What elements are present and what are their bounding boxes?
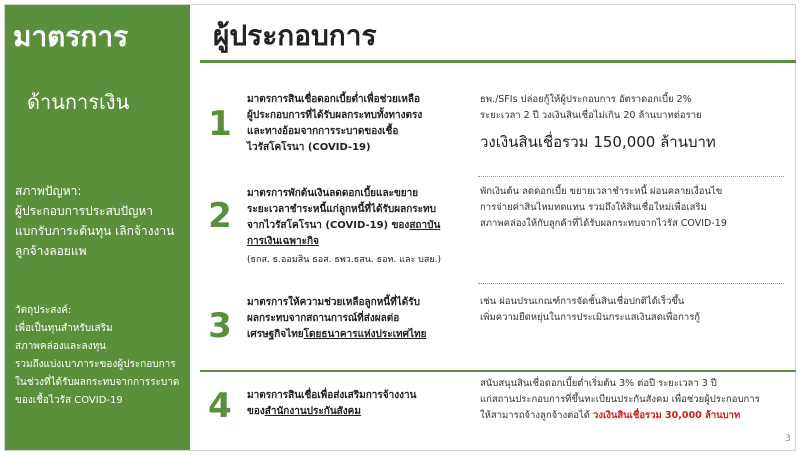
objective-line: ในช่วงที่ได้รับผลกระทบจากการระบาด xyxy=(15,377,180,388)
measure-4-line-text: ของ xyxy=(247,406,265,417)
measure-4-detail-line: สนับสนุนสินเชื่อดอกเบี้ยต่ำเริ่มต้น 3% ต่อปี ระยะเวลา 3 ปี xyxy=(480,378,717,389)
measure-3-line-text: เศรษฐกิจไทย xyxy=(247,329,304,340)
objective-line: สภาพคล่องและลงทุน xyxy=(15,341,106,352)
measure-1-detail xyxy=(480,92,780,150)
left-panel-title: มาตรการ xyxy=(13,20,129,53)
measure-2-line xyxy=(247,218,462,234)
problem-statement xyxy=(15,181,191,261)
measure-1-detail-line: ระยะเวลา 2 ปี วงเงินสินเชื่อไม่เกิน 20 ล้านบาทต่อราย xyxy=(480,110,702,121)
section-divider xyxy=(200,370,796,372)
measure-3-line: มาตรการให้ความช่วยเหลือลูกหนี้ที่ได้รับ xyxy=(247,297,420,308)
measure-number-3: 3 xyxy=(208,306,232,346)
measure-4-agency-link: สำนักงานประกันสังคม xyxy=(264,406,361,417)
objective-line: เพื่อเป็นทุนสำหรับเสริม xyxy=(15,323,113,334)
measure-3-line xyxy=(247,327,462,343)
measure-2-note: (ธกส. ธ.ออมสิน ธอส. ธพว.ธสน. ธอท. และ บสย.) xyxy=(247,255,442,265)
measure-2-line: มาตรการพักต้นเงินลดดอกเบี้ยและขยาย xyxy=(247,188,419,199)
problem-line: ลูกจ้างลอยแพ xyxy=(15,244,87,258)
page-number: 3 xyxy=(785,434,791,444)
measure-4-line xyxy=(247,404,462,420)
measure-number-2: 2 xyxy=(208,196,232,236)
problem-line: แบกรับภาระต้นทุน เลิกจ้างงาน xyxy=(15,224,175,238)
measure-1-total: วงเงินสินเชื่อรวม 150,000 ล้านบาท xyxy=(480,133,716,151)
measure-1-title xyxy=(247,92,462,156)
objective-statement xyxy=(15,302,193,410)
measure-4-detail-line: แก่สถานประกอบการที่ขึ้นทะเบียนประกันสังคม เพื่อช่วยผู้ประกอบการ xyxy=(480,394,760,405)
measure-2-line-text: จากไวรัสโคโรนา (COVID-19) ของ xyxy=(247,220,410,231)
title-underline xyxy=(200,60,796,63)
measure-3-detail-line: เช่น ผ่อนปรนเกณฑ์การจัดชั้นสินเชื่อปกติได้เร็วขึ้น xyxy=(480,296,685,307)
separator xyxy=(478,176,784,177)
objective-heading: วัตถุประสงค์: xyxy=(15,305,72,316)
measure-3-agency-link: โดยธนาคารแห่งประเทศไทย xyxy=(303,329,427,340)
measure-4-detail-text: ให้สามารถจ้างลูกจ้างต่อได้ xyxy=(480,410,593,421)
measure-3-detail xyxy=(480,294,780,326)
measure-4-detail-line xyxy=(480,408,780,424)
left-panel-subtitle: ด้านการเงิน xyxy=(27,90,130,114)
page-title: ผู้ประกอบการ xyxy=(213,19,377,52)
measure-4-credit-total: วงเงินสินเชื่อรวม 30,000 ล้านบาท xyxy=(592,410,741,421)
measure-4-title xyxy=(247,388,462,420)
measure-2-line: ระยะเวลาชำระหนี้แก่ลูกหนี้ที่ได้รับผลกระทบ xyxy=(247,204,436,215)
problem-heading: สภาพปัญหา: xyxy=(15,184,82,198)
measure-2-agency-link: สถาบัน xyxy=(409,220,441,231)
measure-3-line: ผลกระทบจากสถานการณ์ที่ส่งผลต่อ xyxy=(247,313,400,324)
measure-1-line: ไวรัสโคโรนา (COVID-19) xyxy=(247,142,371,153)
separator xyxy=(478,283,784,284)
measure-number-4: 4 xyxy=(208,386,232,426)
measure-1-line: ผู้ประกอบการที่ได้รับผลกระทบทั้งทางตรง xyxy=(247,110,423,121)
measure-4-detail xyxy=(480,376,780,424)
objective-line: รวมถึงแบ่งเบาภาระของผู้ประกอบการ xyxy=(15,359,176,370)
measure-1-detail-line: ธพ./SFIs ปล่อยกู้ให้ผู้ประกอบการ อัตราดอกเบี้ย 2% xyxy=(480,94,692,105)
measure-2-detail xyxy=(480,184,780,232)
problem-line: ผู้ประกอบการประสบปัญหา xyxy=(15,204,154,218)
left-panel xyxy=(5,5,190,450)
measure-2-agency-link: การเงินเฉพาะกิจ xyxy=(247,236,319,247)
measure-2-title xyxy=(247,186,462,268)
measure-2-detail-line: พักเงินต้น ลดดอกเบี้ย ขยายเวลาชำระหนี้ ผ่อนคลายเงื่อนไข xyxy=(480,186,723,197)
measure-2-detail-line: การจ่ายค่าสินไหมทดแทน รวมถึงให้สินเชื่อใหม่เพื่อเสริม xyxy=(480,202,707,213)
measure-1-line: และทางอ้อมจากการระบาดของเชื้อ xyxy=(247,126,399,137)
objective-line: ของเชื้อไวรัส COVID-19 xyxy=(15,395,123,406)
measure-3-detail-line: เพิ่มความยืดหยุ่นในการประเมินกระแสเงินสดเพื่อการกู้ xyxy=(480,312,701,323)
measure-1-line: มาตรการสินเชื่อดอกเบี้ยต่ำเพื่อช่วยเหลือ xyxy=(247,94,420,105)
measure-4-line: มาตรการสินเชื่อเพื่อส่งเสริมการจ้างงาน xyxy=(247,390,417,401)
measure-2-detail-line: สภาพคล่องให้กับลูกค้าที่ได้รับผลกระทบจากไวรัส COVID-19 xyxy=(480,218,727,229)
measure-3-title xyxy=(247,295,462,343)
measure-number-1: 1 xyxy=(208,104,232,144)
